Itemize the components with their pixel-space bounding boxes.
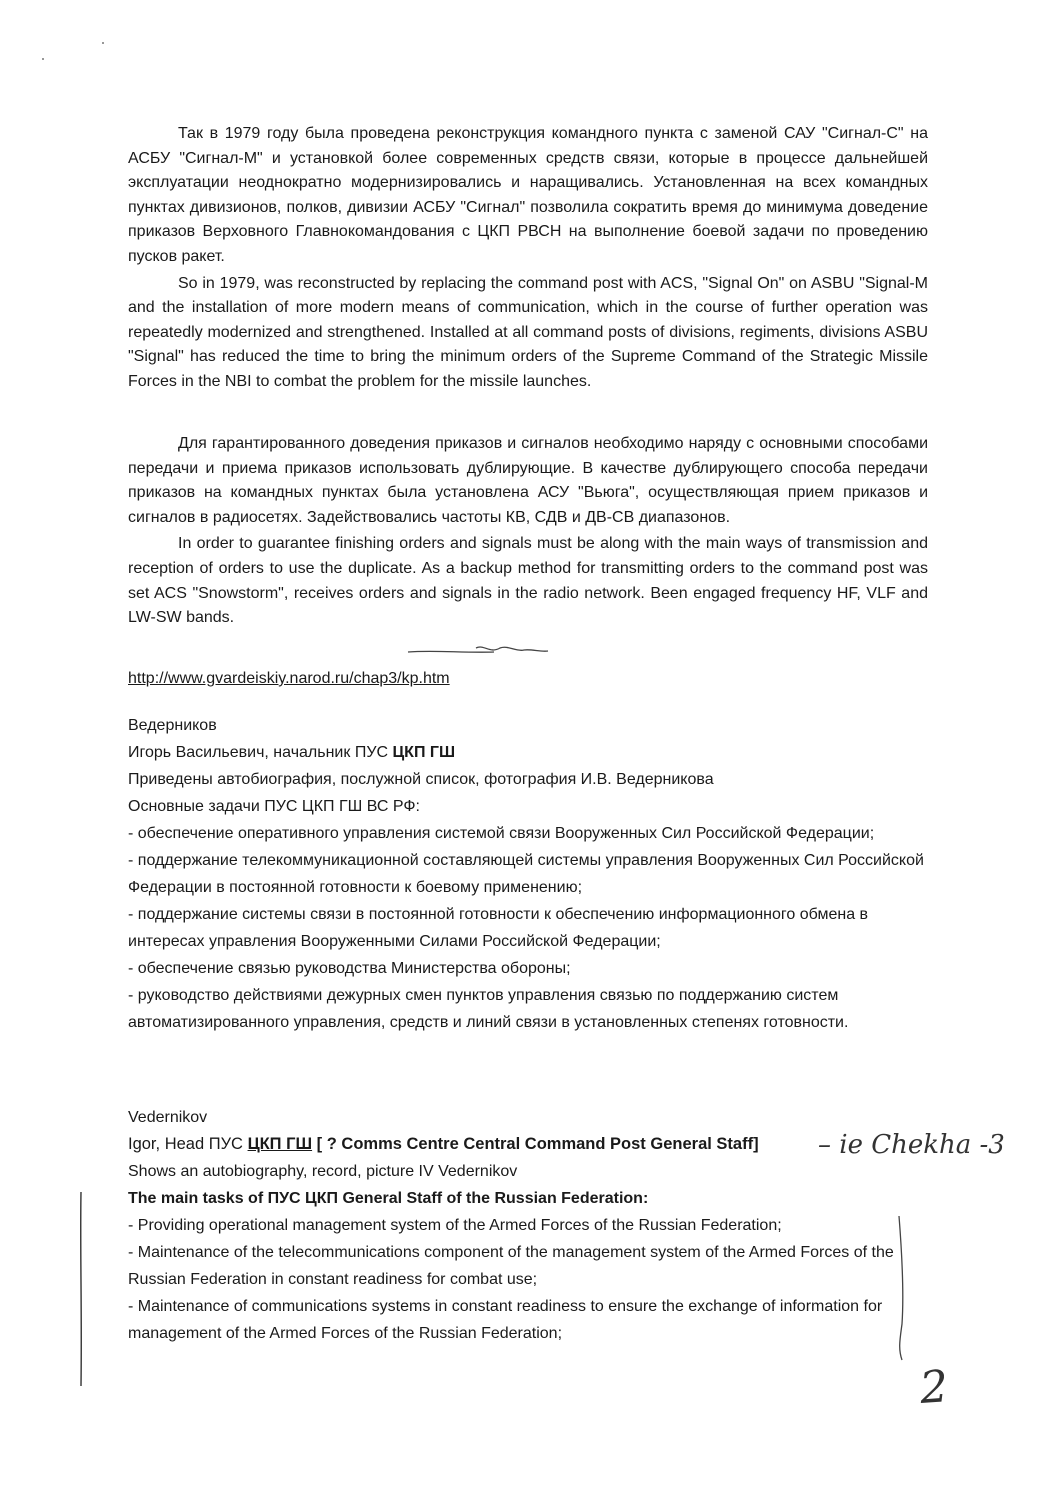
paragraph-ru-2: Для гарантированного доведения приказов и сигналов необходимо наряду с основными способами передачи и приема приказов использовать дублирующие. В качестве дублирующего способа передачи приказов на командных пунктах была установлена АСУ "Вьюга", осуществляющая прием приказов и сигналов в радиосетях. Задействовались частоты КВ, СДВ и ДВ-СВ диапазонов. — [128, 435, 928, 526]
ru-task-item: - обеспечение оперативного управления системой связи Вооруженных Сил Российской Федерации; — [128, 825, 875, 842]
ru-profile — [128, 712, 928, 1036]
page-number: 2 — [918, 1361, 950, 1414]
ru-name-line — [128, 739, 928, 766]
ru-surname: Ведерников — [128, 717, 217, 734]
source-link[interactable]: http://www.gvardeiskiy.narod.ru/chap3/kp.htm — [128, 670, 450, 687]
handwritten-note: – ie Chekha -3 — [818, 1130, 1005, 1160]
margin-line-left — [76, 1190, 86, 1390]
ru-tasks-heading: Основные задачи ПУС ЦКП ГШ ВС РФ: — [128, 798, 420, 815]
en-name-prefix: Igor, Head ПУС — [128, 1135, 248, 1153]
en-name-line — [128, 1131, 928, 1158]
paragraph-ru-1: Так в 1979 году была проведена реконструкция командного пункта с заменой САУ "Сигнал-С" на АСБУ "Сигнал-М" и установкой более современных средств связи, которые в процессе дальнейшей эксплуатации неоднократно модернизировались и наращивались. Установленная на всех командных пунктах дивизионов, полков, дивизии АСБУ "Сигнал" позволила сократить время до минимума доведение приказов Верховного Главнокомандования с ЦКП РВСН на выполнение боевой задачи по проведению пусков ракет. — [128, 125, 928, 265]
handwritten-underline — [404, 640, 554, 662]
paragraph-en-1: So in 1979, was reconstructed by replacing the command post with ACS, "Signal On" on ASBU "Signal-M and the installation of more modern means of communication, which in the course of further operation was repeatedly modernized and strengthened. Installed at all command posts of divisions, regiments, divisions ASBU "Signal" has reduced the time to bring the minimum orders of the Supreme Command of the Strategic Missile Forces in the NBI to combat the problem for the missile launches. — [128, 274, 928, 390]
paragraph-en-2: In order to guarantee finishing orders and signals must be along with the main ways of transmission and reception of orders to use the duplicate. As a backup method for transmitting orders to the command post was set ACS "Snowstorm", receives orders and signals in the radio network. Been engaged frequency HF, VLF and LW-SW bands. — [128, 535, 928, 627]
ru-bio: Приведены автобиография, послужной список, фотография И.В. Ведерникова — [128, 771, 714, 788]
en-bio: Shows an autobiography, record, picture IV Vedernikov — [128, 1163, 518, 1180]
en-task-item: - Providing operational management system of the Armed Forces of the Russian Federation; — [128, 1217, 782, 1234]
en-tasks-heading: The main tasks of ПУС ЦКП General Staff of the Russian Federation: — [128, 1190, 649, 1207]
ru-task-item: - поддержание телекоммуникационной составляющей системы управления Вооруженных Сил Российской Федерации в постоянной готовности к боевому применению; — [128, 852, 924, 896]
scan-speck — [42, 58, 44, 60]
en-name-bold-suffix: [ ? Comms Centre Central Command Post General Staff] — [312, 1135, 759, 1153]
section-2 — [128, 432, 928, 631]
ru-task-item: - руководство действиями дежурных смен пунктов управления связью по поддержанию систем автоматизированного управления, средств и линий связи в установленных степенях готовности. — [128, 987, 849, 1031]
ru-task-item: - поддержание системы связи в постоянной готовности к обеспечению информационного обмена в интересах управления Вооруженными Силами Российской Федерации; — [128, 906, 869, 950]
en-name-bold-underlined: ЦКП ГШ — [247, 1135, 313, 1153]
ru-name-prefix: Игорь Васильевич, начальник ПУС — [128, 744, 393, 761]
scan-speck — [102, 42, 104, 44]
ru-task-item: - обеспечение связью руководства Министерства обороны; — [128, 960, 571, 977]
section-1 — [128, 122, 928, 395]
en-task-item: - Maintenance of communications systems in constant readiness to ensure the exchange of information for management of the Armed Forces of the Russian Federation; — [128, 1298, 883, 1342]
en-task-item: - Maintenance of the telecommunications component of the management system of the Armed Forces of the Russian Federation in constant readiness for combat use; — [128, 1244, 894, 1288]
ru-name-bold: ЦКП ГШ — [392, 744, 456, 761]
en-profile — [128, 1104, 928, 1347]
en-surname: Vedernikov — [128, 1109, 208, 1126]
